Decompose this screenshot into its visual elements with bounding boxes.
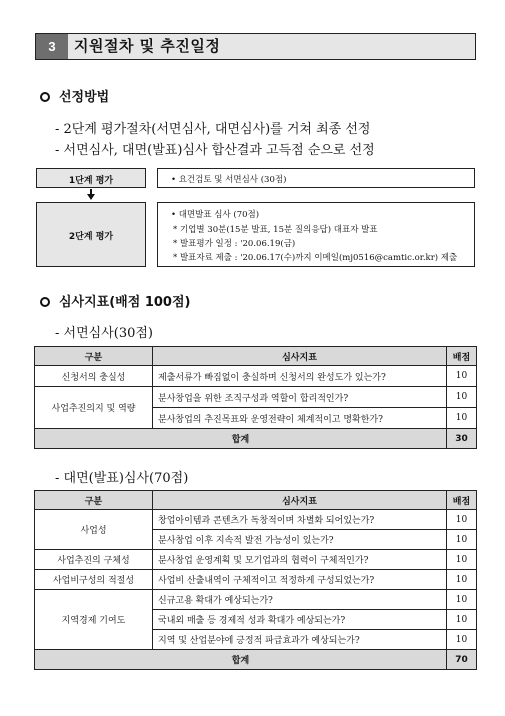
total-row [35, 429, 477, 449]
row-score: 10 [447, 610, 477, 630]
selection-heading: 선정방법 [59, 90, 110, 105]
stage2-item-3: * 발표평가 일정 : '20.06.19(금) [173, 239, 296, 249]
section-title: 지원절차 및 추진일정 [74, 37, 221, 55]
selection-line-1: - 2단계 평가절차(서면심사, 대면심사)를 거쳐 최종 선정 [55, 122, 371, 137]
row-criteria: 신규고용 확대가 예상되는가? [153, 590, 447, 610]
row-category: 사업비구성의 적절성 [35, 570, 153, 590]
stage2-desc-box [157, 202, 475, 267]
col-header-score: 배점 [447, 347, 477, 366]
total-row [35, 650, 477, 670]
doc-review-table [34, 346, 477, 449]
doc-review-label: - 서면심사(30점) [55, 326, 154, 341]
row-score: 10 [447, 387, 477, 408]
total-score: 30 [447, 429, 477, 449]
row-criteria: 분사창업 이후 지속적 발전 가능성이 있는가? [153, 530, 447, 550]
row-criteria: 분사창업 운영계획 및 모기업과의 협력이 구체적인가? [153, 550, 447, 570]
table-row [35, 570, 477, 590]
row-criteria: 분사창업의 추진목표와 운영전략이 체계적이고 명확한가? [153, 408, 447, 429]
row-score: 10 [447, 570, 477, 590]
col-header-criteria: 심사지표 [153, 491, 447, 510]
row-category: 사업추진의지 및 역량 [35, 387, 153, 429]
table-row [35, 366, 477, 387]
row-criteria: 사업비 산출내역이 구체적이고 적정하게 구성되었는가? [153, 570, 447, 590]
row-score: 10 [447, 510, 477, 530]
stage2-label-box [36, 202, 146, 267]
col-header-score: 배점 [447, 491, 477, 510]
row-criteria: 지역 및 산업분야에 긍정적 파급효과가 예상되는가? [153, 630, 447, 650]
row-category: 신청서의 충실성 [35, 366, 153, 387]
table-row [35, 387, 477, 408]
row-score: 10 [447, 408, 477, 429]
col-header-category: 구분 [35, 347, 153, 366]
stage2-item-4: * 발표자료 제출 : '20.06.17(수)까지 이메일(mj0516@camtic.or.kr) 제출 [173, 253, 458, 263]
row-score: 10 [447, 550, 477, 570]
circle-bullet-icon [40, 297, 50, 307]
stage1-label: 1단계 평가 [68, 176, 114, 186]
stage1-desc-box [157, 168, 475, 188]
col-header-criteria: 심사지표 [153, 347, 447, 366]
row-criteria: 창업아이템과 콘텐츠가 독창적이며 차별화 되어있는가? [153, 510, 447, 530]
row-criteria: 국내외 매출 등 경제적 성과 확대가 예상되는가? [153, 610, 447, 630]
section-header [35, 33, 476, 60]
circle-bullet-icon [40, 92, 50, 102]
presentation-table [34, 490, 477, 670]
table-row [35, 550, 477, 570]
stage2-item-2: * 기업별 30분(15분 발표, 15분 질의응답) 대표자 발표 [173, 225, 378, 235]
stage1-label-box [36, 168, 146, 188]
row-score: 10 [447, 366, 477, 387]
selection-line-2: - 서면심사, 대면(발표)심사 합산결과 고득점 순으로 선정 [55, 143, 375, 158]
stage2-label: 2단계 평가 [68, 232, 114, 242]
row-criteria: 분사창업을 위한 조직구성과 역할이 합리적인가? [153, 387, 447, 408]
criteria-heading: 심사지표(배점 100점) [59, 295, 191, 310]
arrow-down-icon [87, 194, 95, 200]
stage2-item-1: • 대면발표 심사 (70점) [171, 210, 260, 220]
total-label: 합계 [35, 650, 447, 670]
row-score: 10 [447, 590, 477, 610]
table-row [35, 590, 477, 610]
table-row [35, 510, 477, 530]
col-header-category: 구분 [35, 491, 153, 510]
row-category: 사업추진의 구체성 [35, 550, 153, 570]
row-score: 10 [447, 530, 477, 550]
stage1-item: • 요건검토 및 서면심사 (30점) [171, 175, 287, 185]
row-criteria: 제출서류가 빠짐없이 충실하며 신청서의 완성도가 있는가? [153, 366, 447, 387]
row-score: 10 [447, 630, 477, 650]
total-label: 합계 [35, 429, 447, 449]
section-number: 3 [36, 34, 68, 59]
presentation-label: - 대면(발표)심사(70점) [55, 471, 189, 486]
row-category: 지역경제 기여도 [35, 590, 153, 650]
row-category: 사업성 [35, 510, 153, 550]
total-score: 70 [447, 650, 477, 670]
